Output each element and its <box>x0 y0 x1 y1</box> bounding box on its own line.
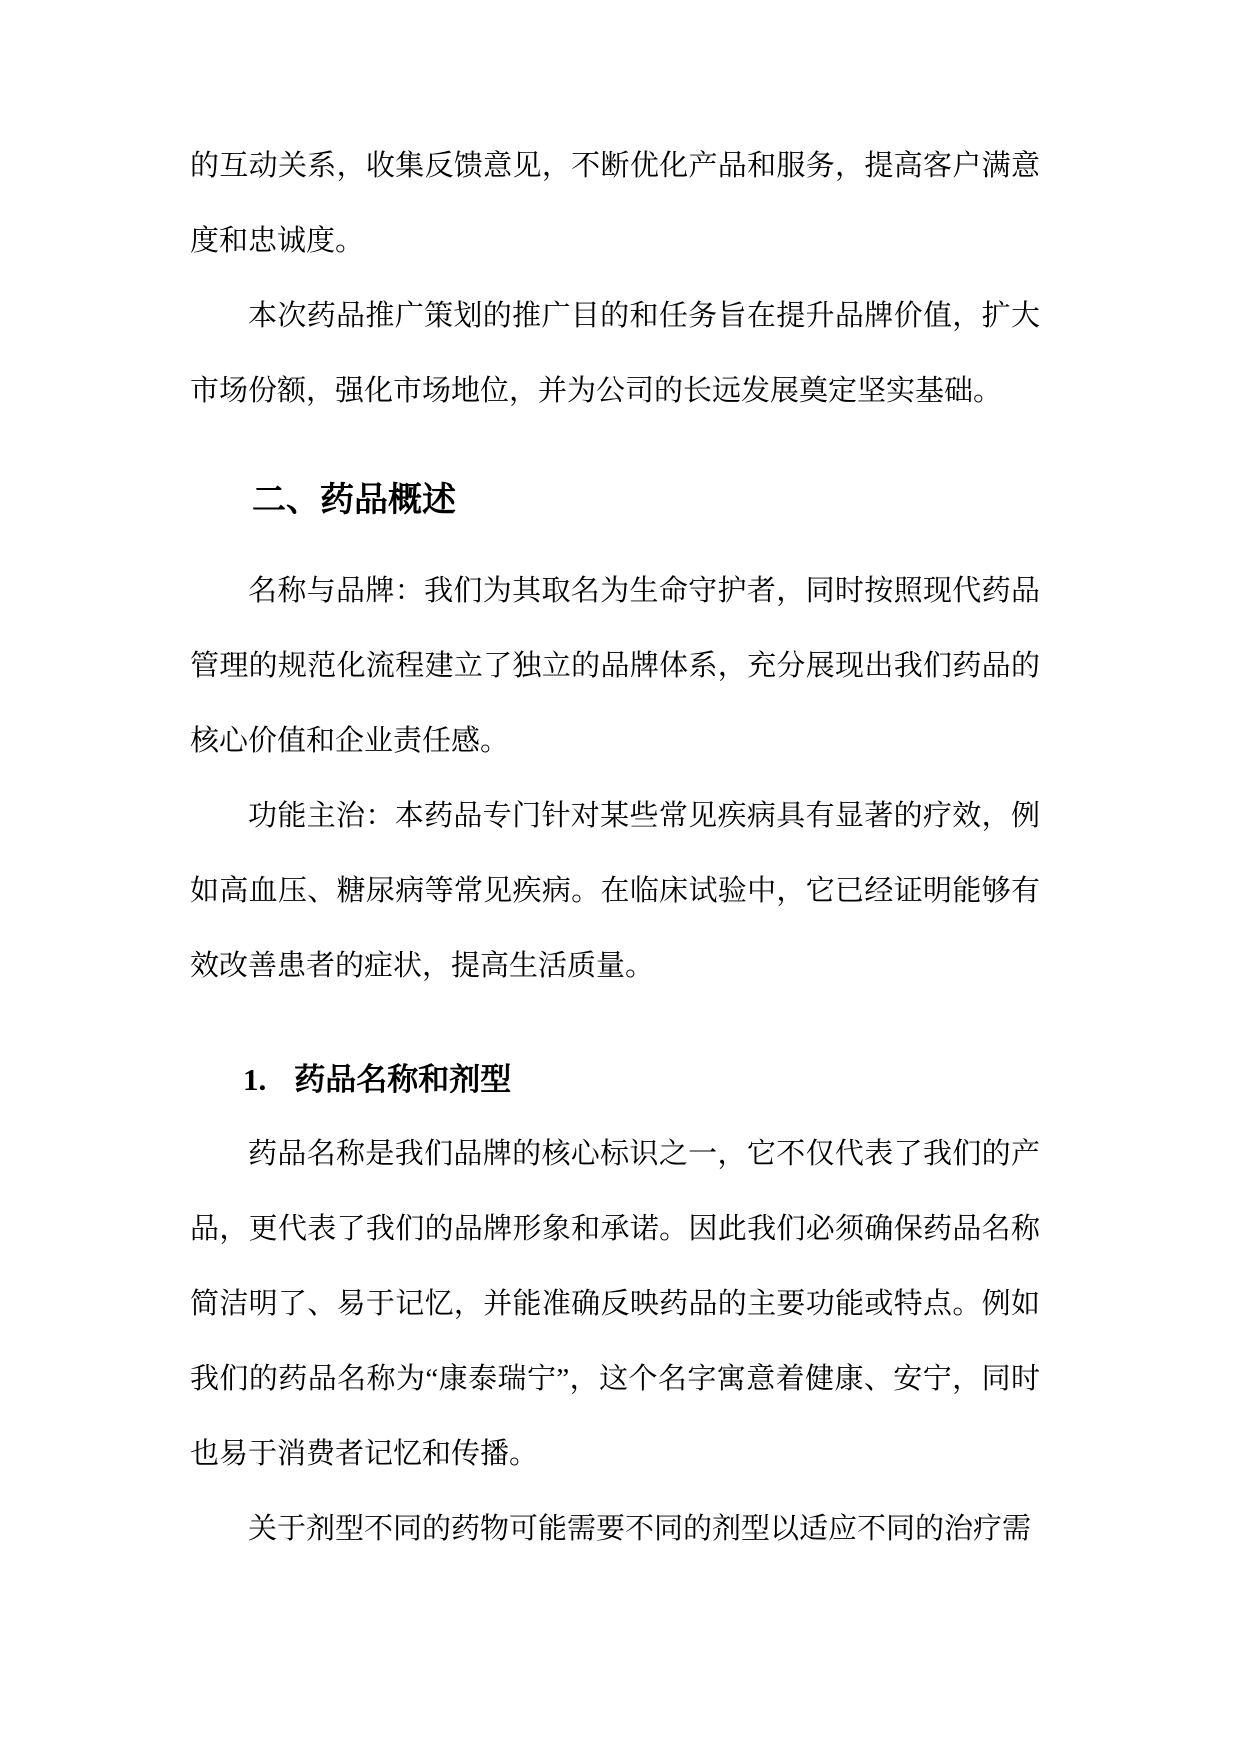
subsection-heading-drug-name-and-dosage-form <box>190 1042 1040 1117</box>
paragraph-drug-naming: 药品名称是我们品牌的核心标识之一，它不仅代表了我们的产品，更代表了我们的品牌形象和承诺。因此我们必须确保药品名称简洁明了、易于记忆，并能准确反映药品的主要功能或特点。例如我们的药品名称为“康泰瑞宁”，这个名字寓意着健康、安宁，同时也易于消费者记忆和传播。 <box>190 1138 1040 1470</box>
paragraph-customer-feedback-continuation: 的互动关系，收集反馈意见，不断优化产品和服务，提高客户满意度和忠诚度。 <box>190 150 1040 257</box>
section-heading-drug-overview: 二、药品概述 <box>252 482 456 519</box>
paragraph-functions-indications: 功能主治：本药品专门针对某些常见疾病具有显著的疗效，例如高血压、糖尿病等常见疾病。在临床试验中，它已经证明能够有效改善患者的症状，提高生活质量。 <box>190 800 1040 982</box>
paragraph-name-and-brand: 名称与品牌：我们为其取名为生命守护者，同时按照现代药品管理的规范化流程建立了独立的品牌体系，充分展现出我们药品的核心价值和企业责任感。 <box>190 575 1040 757</box>
subsection-number: 1. <box>243 1062 267 1097</box>
paragraph-promotion-purpose: 本次药品推广策划的推广目的和任务旨在提升品牌价值，扩大市场份额，强化市场地位，并为公司的长远发展奠定坚实基础。 <box>190 300 1040 407</box>
paragraph-dosage-forms-partial: 关于剂型不同的药物可能需要不同的剂型以适应不同的治疗需 <box>248 1513 1032 1545</box>
subsection-title: 药品名称和剂型 <box>294 1062 512 1097</box>
